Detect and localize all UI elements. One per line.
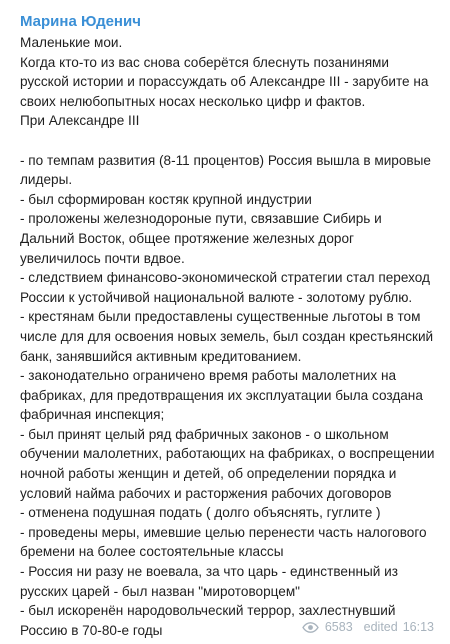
text-line: Маленькие мои.	[20, 35, 123, 50]
post-footer	[302, 619, 434, 635]
post-author[interactable]: Марина Юденич	[20, 13, 141, 30]
text-line: При Александре III	[20, 113, 140, 129]
text-line: - проложены железнодороные пути, связавшие Сибирь и Дальний Восток, общее протяжение железных дорог увеличилось почти вдвое.	[20, 211, 382, 266]
post-text	[20, 33, 436, 640]
text-line: - проведены меры, имевшие целью перенести часть налогового бремени на более состоятельные классы	[20, 524, 427, 560]
text-line: - следствием финансово-экономической стратегии стал переход России к устойчивой национальной валюте - золотому рублю.	[20, 270, 430, 305]
text-line: - Россия ни разу не воевала, за что царь - единственный из русских царей - был назван "миротоворцем"	[20, 564, 398, 599]
text-line: - был искоренён народовольческий террор, захлестнувший Россию в 70-80-е годы	[20, 603, 396, 638]
text-line: - законодательно ограничено время работы малолетних на фабриках, для предотвращения их эксплуатации была создана фабричная инспекция;	[20, 368, 423, 423]
text-line: - был принят целый ряд фабричных законов - о школьном обучении малолетних, работающих на фабриках, о воспрещении ночной работы женщин и детей, об определении порядка и условий найма рабочих и расторжения рабочих договоров	[20, 426, 435, 501]
view-count: 6583	[324, 620, 353, 634]
blank-line	[20, 131, 436, 151]
edited-label: edited	[363, 620, 398, 634]
text-line: - по темпам развития (8-11 процентов) Россия вышла в мировые лидеры.	[20, 152, 431, 188]
text-line: Когда кто-то из вас снова соберётся блеснуть позанинями русской истории и порассуждать об Александре III - зарубите на своих нелюбопытных носах несколько цифр и фактов.	[20, 54, 429, 109]
text-line: - был сформирован костяк крупной индустрии	[20, 191, 312, 207]
text-line: - крестянам были предоставлены существенные льготоы в том числе для для освоения новых земель, был создан крестьянский банк, занявшийся активным кредитованием.	[20, 309, 434, 364]
text-line: - отменена подушная подать ( долго объяснять, гуглите )	[20, 505, 381, 521]
eye-icon	[302, 622, 319, 633]
post-time: 16:13	[402, 620, 434, 634]
